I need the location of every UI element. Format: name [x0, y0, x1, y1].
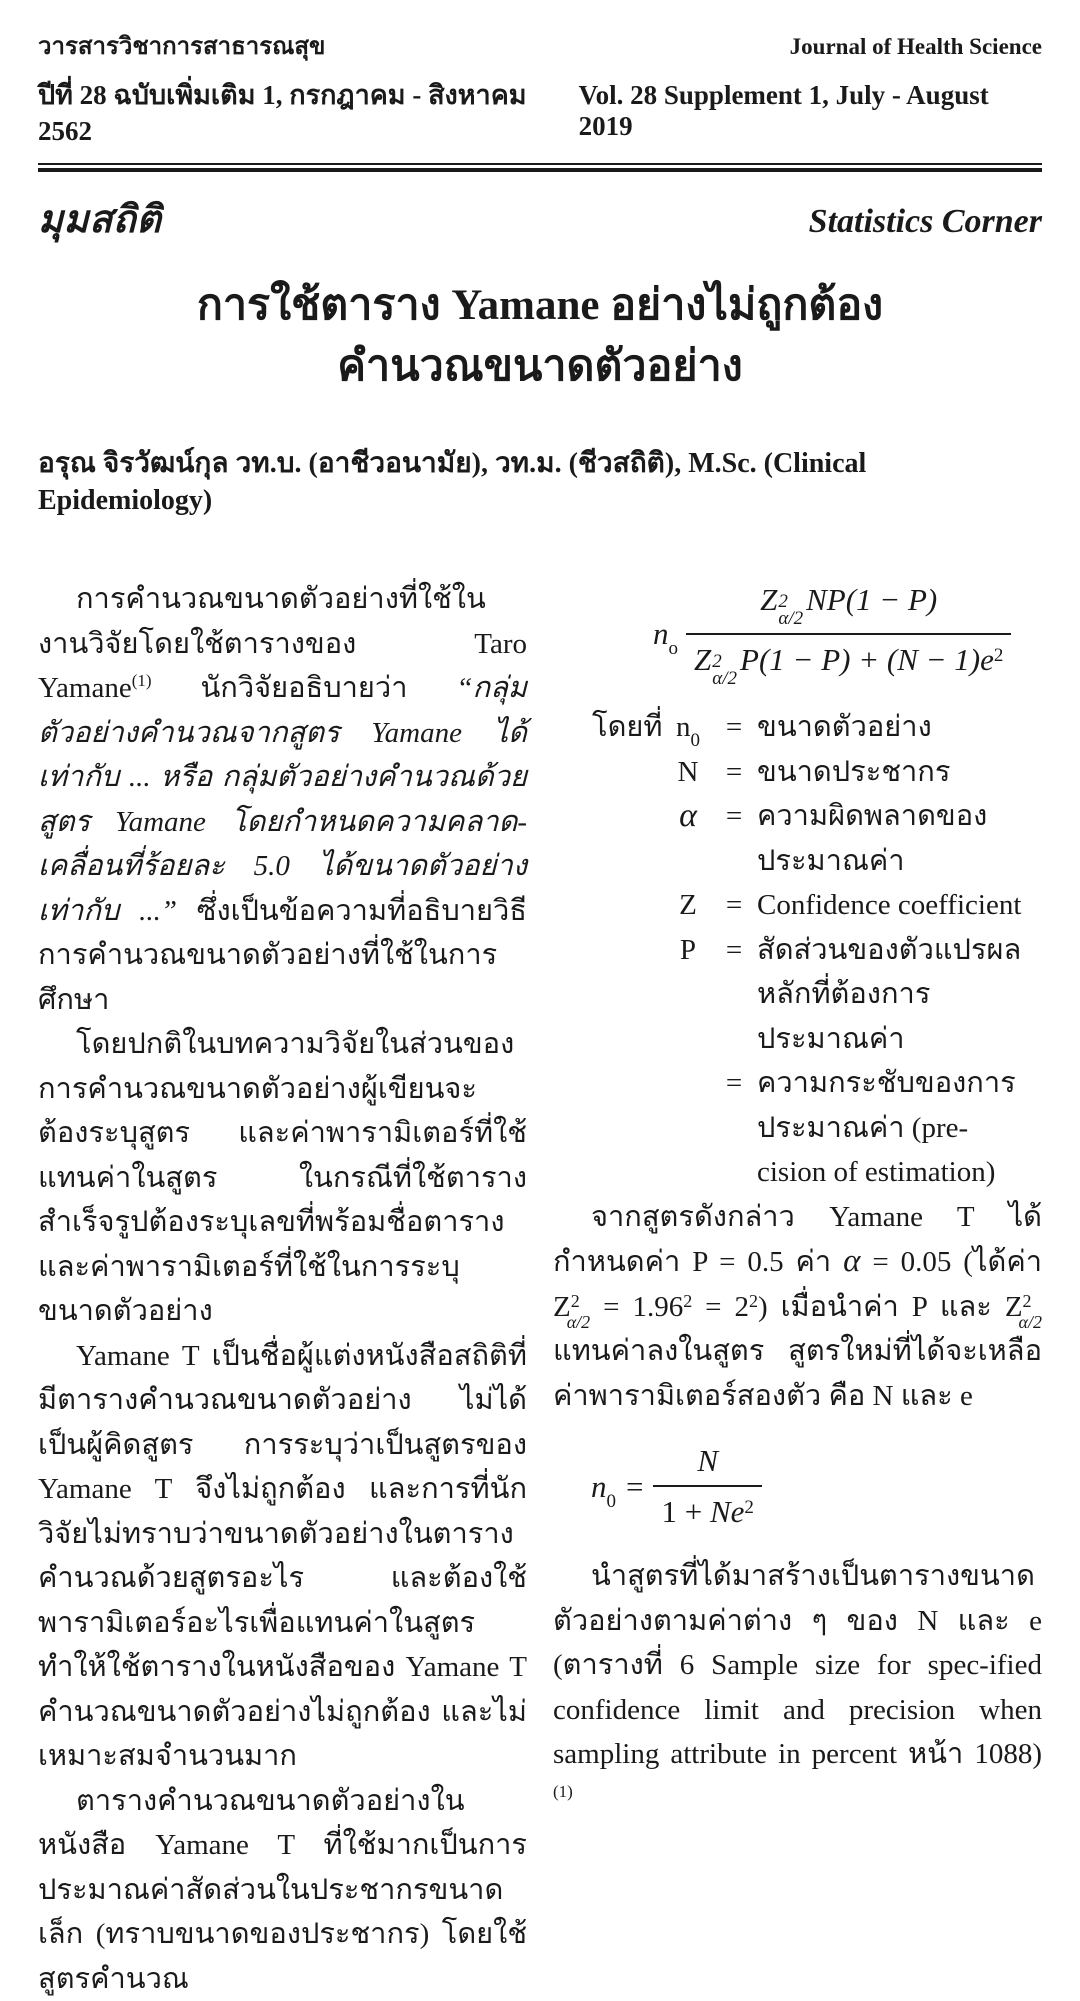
where-lead: โดยที่: [553, 705, 665, 750]
z-superscript: 2: [1023, 1291, 1032, 1311]
paragraph-3: Yamane T เป็นชื่อผู้แต่งหนังสือสถิติที่มีตารางคำนวณขนาดตัวอย่าง ไม่ได้เป็นผู้คิดสูตร การระบุว่าเป็นสูตรของ Yamane T จึงไม่ถูกต้อง และการที่นักวิจัยไม่ทราบว่าขนาดตัวอย่างในตารางคำนวณด้วยสูตรอะไร และต้องใช้พารามิเตอร์อะไรเพื่อแทนค่าในสูตร ทำให้ใช้ตารางในหนังสือของ Yamane T คำนวณขนาดตัวอย่างไม่ถูกต้อง และไม่เหมาะสมจำนวนมาก: [38, 1334, 527, 1779]
denominator-constant: 1 +: [661, 1494, 709, 1529]
paragraph-1-text: ซึ่งเป็นข้อความที่อธิบายวิธีการคำนวณขนาดตัวอย่างที่ใช้ในการศึกษา: [38, 895, 527, 1016]
paragraph-text: = 0.05 (ได้ค่า: [860, 1246, 1042, 1278]
where-definition-line: cision of estimation): [757, 1150, 1042, 1195]
fraction: [686, 581, 1011, 687]
superscript: 2: [749, 1291, 758, 1311]
math-n: n: [591, 1469, 607, 1504]
where-row: [553, 794, 1042, 883]
math-n: n: [653, 616, 669, 651]
where-lead-spacer: [553, 794, 665, 883]
superscript: 2: [683, 1291, 692, 1311]
paragraph-4: ตารางคำนวณขนาดตัวอย่างในหนังสือ Yamane T ที่ใช้มากเป็นการประมาณค่าสัดส่วนในประชากรขนาดเล็ก (ทราบขนาดของประชากร) โดยใช้สูตรคำนวณ: [38, 1779, 527, 2001]
paragraph-yamane-values: [553, 1195, 1042, 1419]
where-definition: ความผิดพลาดของประมาณค่า: [757, 794, 1042, 883]
where-row: [553, 750, 1042, 795]
fraction-numerator: [653, 1442, 761, 1487]
fraction: [653, 1442, 761, 1530]
section-strip: [38, 188, 1042, 249]
math-z: Z: [553, 1291, 571, 1323]
e-superscript: 2: [994, 645, 1004, 666]
numerator-terms: NP(1 − P): [806, 582, 937, 617]
article-title: [38, 275, 1042, 397]
equals-sign: =: [711, 705, 757, 750]
formula-lhs: [591, 1468, 616, 1505]
z-sup-sub-stack: [778, 593, 803, 627]
issue-info-english: Vol. 28 Supplement 1, July - August 2019: [579, 80, 1042, 142]
math-z: Z: [760, 582, 777, 617]
symbol-alpha: α: [843, 1243, 860, 1279]
where-symbol: Z: [665, 883, 711, 928]
math-z: Z: [694, 642, 711, 677]
z-subscript: α/2: [778, 610, 803, 627]
where-row: [553, 1061, 1042, 1195]
article-title-line1: การใช้ตาราง Yamane อย่างไม่ถูกต้อง: [38, 275, 1042, 336]
equals-sign: =: [711, 928, 757, 1062]
where-lead-spacer: [553, 1061, 665, 1195]
where-lead-spacer: [553, 883, 665, 928]
paragraph-1: [38, 577, 527, 1022]
equals-sign: =: [711, 883, 757, 928]
equals-sign: =: [711, 794, 757, 883]
paragraph-text: = 2: [692, 1291, 749, 1323]
where-row: [553, 928, 1042, 1062]
where-definition: [757, 928, 1042, 1062]
symbol-alpha: α: [679, 797, 697, 834]
equals-sign: =: [711, 1061, 757, 1195]
section-title-thai: มุมสถิติ: [38, 188, 161, 249]
where-definition: ขนาดตัวอย่าง: [757, 705, 1042, 750]
where-lead-spacer: [553, 928, 665, 1062]
z-superscript: 2: [571, 1291, 580, 1311]
running-head-row1: [38, 26, 1042, 65]
denominator-terms: P(1 − P) + (N − 1)e: [740, 642, 994, 677]
e-superscript: 2: [744, 1497, 754, 1518]
where-definitions-list: [553, 705, 1042, 1195]
formula-lhs: [653, 615, 678, 652]
citation-superscript: (1): [132, 671, 152, 690]
where-symbol: [665, 705, 711, 750]
z-subscript: α/2: [1019, 1312, 1042, 1332]
article-title-line2: คำนวณขนาดตัวอย่าง: [38, 336, 1042, 397]
paragraph-table-reference: [553, 1554, 1042, 1821]
z-superscript: 2: [778, 593, 803, 610]
equals-sign: =: [626, 1468, 643, 1505]
fraction-numerator: [686, 581, 1011, 635]
header-double-rule: [38, 163, 1042, 172]
equals-sign: =: [711, 750, 757, 795]
journal-name-thai: วารสารวิชาการสาธารณสุข: [38, 26, 325, 65]
symbol-n: n: [676, 711, 691, 743]
paragraph-text: นำสูตรที่ได้มาสร้างเป็นตารางขนาดตัวอย่างตามค่าต่าง ๆ ของ N และ e (ตารางที่ 6 Sample size for spec-ified confidence limit and precision when sampling attribute in percent หน้า 1088): [553, 1560, 1042, 1770]
fraction-denominator: [653, 1487, 761, 1530]
fraction-denominator: [686, 635, 1011, 687]
z-superscript: 2: [712, 653, 737, 670]
section-title-english: Statistics Corner: [809, 203, 1042, 241]
math-z: Z: [1005, 1291, 1023, 1323]
paragraph-1-text: นักวิจัยอธิบายว่า: [152, 672, 457, 704]
where-row: [553, 705, 1042, 750]
issue-info-thai: ปีที่ 28 ฉบับเพิ่มเติม 1, กรกฎาคม - สิงหาคม 2562: [38, 73, 579, 147]
paragraph-text: ) เมื่อนำค่า P และ: [758, 1291, 1005, 1323]
where-symbol: [665, 1061, 711, 1195]
running-head-row2: [38, 73, 1042, 147]
where-definition: ขนาดประชากร: [757, 750, 1042, 795]
where-symbol: N: [665, 750, 711, 795]
paragraph-1-text: การคำนวณขนาดตัวอย่างที่ใช้ในงานวิจัยโดยใช้ตารางของ Taro Yamane: [38, 583, 527, 704]
formula-sample-size-full: [653, 581, 1042, 687]
paragraph-text: จากสูตรดังกล่าว Yamane T ได้กำหนดค่า P = 0.5 ค่า: [553, 1201, 1042, 1279]
left-column: [38, 577, 527, 2001]
where-symbol: [665, 794, 711, 883]
math-N: N: [697, 1443, 718, 1478]
author-line: อรุณ จิรวัฒน์กุล วท.บ. (อาชีวอนามัย), วท.ม. (ชีวสถิติ), M.Sc. (Clinical Epidemiology): [38, 441, 1042, 517]
z-sup-sub-stack: [712, 653, 737, 687]
paragraph-2: โดยปกติในบทความวิจัยในส่วนของการคำนวณขนาดตัวอย่างผู้เขียนจะต้องระบุสูตร และค่าพารามิเตอร์ที่ใช้แทนค่าในสูตร ในกรณีที่ใช้ตารางสำเร็จรูปต้องระบุเลขที่พร้อมชื่อตาราง และค่าพารามิเตอร์ที่ใช้ในการระบุขนาดตัวอย่าง: [38, 1022, 527, 1334]
paragraph-text: = 1.96: [590, 1291, 683, 1323]
where-definition: Confidence coefficient: [757, 883, 1042, 928]
where-definition: [757, 1061, 1042, 1195]
z-subscript: α/2: [567, 1312, 590, 1332]
article-body: [38, 577, 1042, 2001]
paragraph-text: แทนค่าลงในสูตร สูตรใหม่ที่ได้จะเหลือค่าพารามิเตอร์สองตัว คือ N และ e: [553, 1335, 1042, 1412]
where-definition-line: สัดส่วนของตัวแปรผลหลักที่ต้องการ: [757, 928, 1042, 1017]
formula-yamane-reduced: [591, 1442, 1042, 1530]
math-Ne: Ne: [710, 1494, 744, 1529]
where-definition-line: ประมาณค่า: [757, 1017, 1042, 1062]
journal-name-english: Journal of Health Science: [790, 34, 1042, 60]
where-row: [553, 883, 1042, 928]
quoted-italic-text: “กลุ่มตัวอย่างคำนวณจากสูตร Yamane ได้เท่ากับ ... หรือ กลุ่มตัวอย่างคำนวณด้วยสูตร Yamane โดยกำหนดความคลาด-เคลื่อนที่ร้อยละ 5.0 ได้ขนาดตัวอย่างเท่ากับ ...”: [38, 672, 527, 927]
where-symbol: P: [665, 928, 711, 1062]
where-lead-spacer: [553, 750, 665, 795]
symbol-n-subscript: 0: [691, 730, 701, 751]
math-n-subscript: o: [669, 638, 679, 659]
z-subscript: α/2: [712, 670, 737, 687]
citation-superscript: (1): [553, 1782, 573, 1801]
math-n-subscript: 0: [607, 1491, 617, 1512]
right-column: [553, 577, 1042, 2001]
where-definition-line: ความกระชับของการประมาณค่า (pre-: [757, 1061, 1042, 1150]
